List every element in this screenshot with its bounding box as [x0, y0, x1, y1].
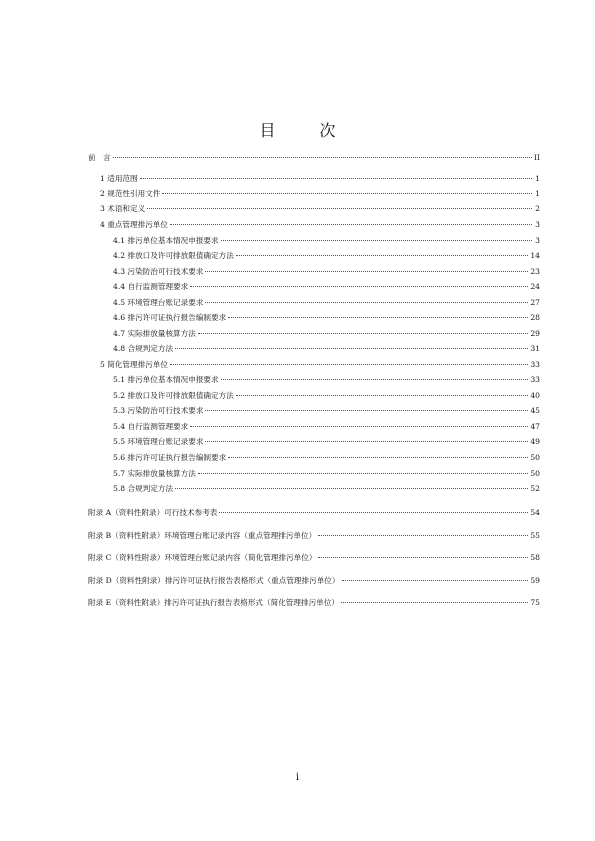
toc-entry[interactable]	[113, 391, 540, 401]
dot-leader	[228, 317, 528, 318]
toc-entry-label: 4.7 实际排放量核算方法	[113, 329, 196, 338]
toc-entry-label: 5.7 实际排放量核算方法	[113, 469, 196, 478]
toc-entry-page: 49	[530, 437, 540, 446]
dot-leader	[341, 602, 528, 603]
dot-leader	[205, 441, 528, 442]
toc-entry-label: 附录 E（资料性附录）排污许可证执行报告表格形式（简化管理排污单位）	[88, 598, 339, 607]
toc-entry-page: 58	[530, 553, 540, 562]
dot-leader	[228, 457, 528, 458]
toc-entry-page: 28	[530, 313, 540, 322]
toc-entry-page: 1	[535, 174, 540, 183]
toc-entry-label: 附录 A（资料性附录）可行技术参考表	[88, 508, 218, 517]
toc-entry-page: 24	[530, 282, 540, 291]
toc-entry-page: 1	[535, 189, 540, 198]
dot-leader	[170, 224, 532, 225]
dot-leader	[205, 410, 528, 411]
toc-entry-page: II	[534, 153, 540, 162]
toc-entry-page: 33	[530, 360, 540, 369]
toc-entry-page: 14	[530, 251, 540, 260]
toc-entry[interactable]	[113, 422, 540, 432]
toc-entry-label: 4.8 合规判定方法	[113, 344, 174, 353]
toc-entry[interactable]	[113, 484, 540, 494]
toc-entry[interactable]	[100, 360, 540, 370]
toc-entry-label: 4.1 排污单位基本情况申报要求	[113, 236, 219, 245]
dot-leader	[198, 333, 528, 334]
toc-entry[interactable]	[88, 576, 540, 586]
toc-entry-page: 45	[530, 406, 540, 415]
toc-entry-page: 31	[530, 344, 540, 353]
toc-entry-page: 50	[530, 453, 540, 462]
toc-entry[interactable]	[113, 469, 540, 479]
dot-leader	[221, 379, 529, 380]
dot-leader	[198, 473, 528, 474]
toc-entry-page: 2	[535, 204, 540, 213]
toc-entry-page: 59	[530, 576, 540, 585]
page-title: 目 次	[259, 121, 350, 140]
toc-entry-page: 3	[535, 220, 540, 229]
toc-entry-label: 5.8 合规判定方法	[113, 484, 174, 493]
toc-entry[interactable]	[113, 282, 540, 292]
dot-leader	[175, 488, 528, 489]
toc-entry-label: 4.4 自行监测管理要求	[113, 282, 189, 291]
toc-entry-label: 前 言	[88, 153, 111, 162]
toc-entry-label: 附录 C（资料性附录）环境管理台账记录内容（简化管理排污单位）	[88, 553, 317, 562]
toc-entry-label: 附录 B（资料性附录）环境管理台账记录内容（重点管理排污单位）	[88, 531, 317, 540]
dot-leader	[219, 512, 528, 513]
toc-entry-label: 4.2 排放口及许可排放限值确定方法	[113, 251, 234, 260]
dot-leader	[318, 557, 528, 558]
dot-leader	[318, 535, 528, 536]
dot-leader	[205, 271, 528, 272]
toc-entry[interactable]	[113, 313, 540, 323]
toc-entry[interactable]	[113, 453, 540, 463]
dot-leader	[221, 240, 532, 241]
toc-entry-page: 33	[530, 375, 540, 384]
dot-leader	[147, 208, 532, 209]
toc-entry-label: 4.3 污染防治可行技术要求	[113, 267, 204, 276]
dot-leader	[162, 193, 532, 194]
toc-entry[interactable]	[88, 553, 540, 563]
toc-entry-label: 3 术语和定义	[100, 204, 146, 213]
toc-entry-label: 5.5 环境管理台账记录要求	[113, 437, 204, 446]
toc-entry-page: 27	[530, 298, 540, 307]
toc-entry-label: 5.6 排污许可证执行报告编制要求	[113, 453, 227, 462]
toc-entry-page: 52	[530, 484, 540, 493]
dot-leader	[113, 157, 532, 158]
toc-entry[interactable]	[88, 531, 540, 541]
dot-leader	[236, 395, 529, 396]
toc-entry[interactable]	[113, 236, 540, 246]
dot-leader	[140, 178, 532, 179]
toc-entry-label: 5.2 排放口及许可排放限值确定方法	[113, 391, 234, 400]
toc-entry[interactable]	[100, 220, 540, 230]
toc-entry-page: 3	[535, 236, 540, 245]
toc-entry-page: 55	[530, 531, 540, 540]
toc-entry-label: 5 简化管理排污单位	[100, 360, 168, 369]
dot-leader	[342, 580, 529, 581]
toc-entry-page: 75	[530, 598, 540, 607]
toc-entry-label: 4.5 环境管理台账记录要求	[113, 298, 204, 307]
toc-entry[interactable]	[113, 298, 540, 308]
toc-entry[interactable]	[113, 344, 540, 354]
toc-entry[interactable]	[88, 153, 540, 163]
dot-leader	[205, 302, 528, 303]
toc-entry-page: 50	[530, 469, 540, 478]
toc-entry-page: 54	[530, 508, 540, 517]
toc-entry[interactable]	[88, 598, 540, 608]
dot-leader	[236, 255, 529, 256]
dot-leader	[175, 348, 528, 349]
toc-entry[interactable]	[113, 251, 540, 261]
toc-entry-page: 40	[530, 391, 540, 400]
toc-entry[interactable]	[113, 329, 540, 339]
toc-entry-label: 4.6 排污许可证执行报告编制要求	[113, 313, 227, 322]
toc-entry-label: 附录 D（资料性附录）排污许可证执行报告表格形式（重点管理排污单位）	[88, 576, 340, 585]
toc-entry-label: 4 重点管理排污单位	[100, 220, 168, 229]
toc-entry-label: 1 适用范围	[100, 174, 138, 183]
toc-entry-page: 29	[530, 329, 540, 338]
dot-leader	[170, 364, 528, 365]
toc-entry-label: 5.4 自行监测管理要求	[113, 422, 189, 431]
toc-entry[interactable]	[113, 375, 540, 385]
toc-entry[interactable]	[88, 508, 540, 518]
toc-entry[interactable]	[113, 267, 540, 277]
toc-entry[interactable]	[113, 437, 540, 447]
toc-entry[interactable]	[100, 174, 540, 184]
toc-entry[interactable]	[100, 204, 540, 214]
dot-leader	[190, 286, 528, 287]
toc-entry[interactable]	[100, 189, 540, 199]
toc-entry-page: 23	[530, 267, 540, 276]
toc-entry[interactable]	[113, 406, 540, 416]
toc-entry-page: 47	[530, 422, 540, 431]
dot-leader	[190, 426, 528, 427]
toc-entry-label: 2 规范性引用文件	[100, 189, 161, 198]
page-number: i	[295, 772, 300, 783]
toc-entry-label: 5.3 污染防治可行技术要求	[113, 406, 204, 415]
toc-entry-label: 5.1 排污单位基本情况申报要求	[113, 375, 219, 384]
